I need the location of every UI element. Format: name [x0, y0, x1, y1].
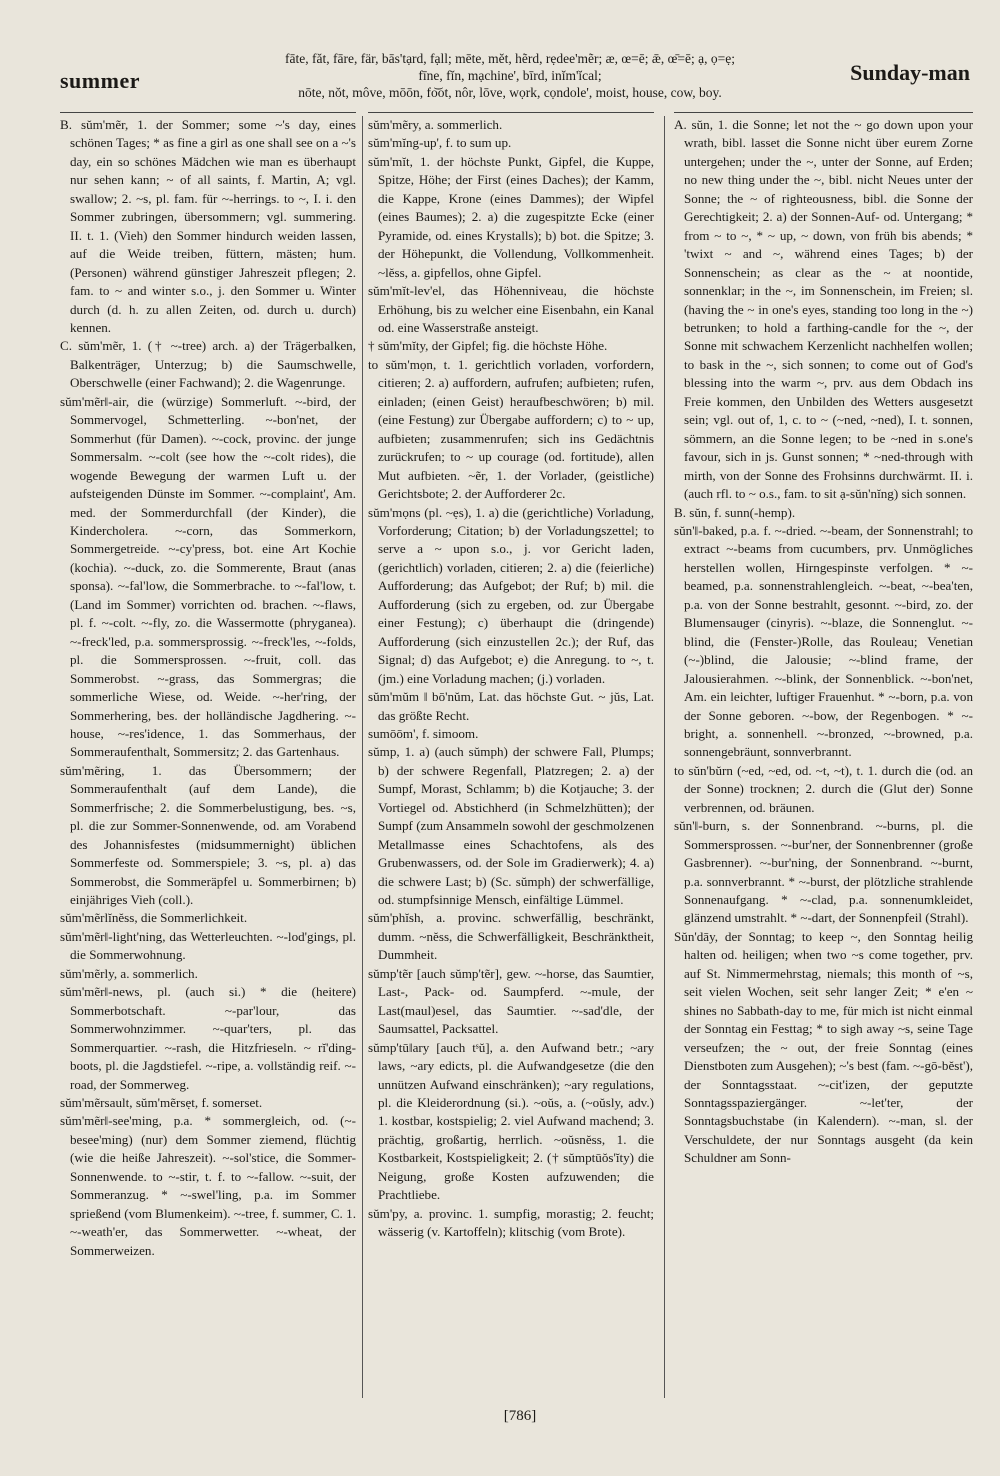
column-divider [664, 116, 665, 1398]
dictionary-entry: sŭm'mĭng-up', f. to sum up. [368, 135, 512, 151]
page-number: [786] [503, 1408, 537, 1424]
dictionary-entry: † sŭm'mĭty, der Gipfel; fig. die höchste Höhe. [368, 338, 608, 354]
left-guide-word: summer [60, 68, 140, 93]
dictionary-entry: sŭm'py, a. provinc. 1. sumpfig, morastig; 2. feucht; wässerig (v. Kartoffeln); klitschig (vom Brote). [368, 1205, 654, 1240]
dictionary-entry: sŭmp, 1. a) (auch sŭmph) der schwere Fall, Plumps; b) der schwere Regenfall, Platzregen; 2. a) der Sumpf, Morast, Schlamm; b) die Kotjauche; 3. der Vortiegel od. Abstichherd (in Schmelzhütten); der Sumpf (zum Ansammeln sowohl der geschmolzenen Metallmasse eines Schachtofens, als des Grubenwassers, od. der Sole im Gradierwerk); 4. a) die schwere Last; b) (Sc. sŭmph) der schwerfällige, od. stumpfsinnige Mensch, einfältige Lümmel. [368, 744, 654, 908]
pronunciation-key [210, 50, 810, 101]
dictionary-entry: sŭm'mẽrsault, sŭm'mẽrsẹt, f. somerset. [60, 1095, 263, 1111]
column-2 [368, 116, 654, 1398]
header-rule [368, 112, 654, 113]
dictionary-entry: to sŭn'bŭrn (~ed, ~ed, od. ~t, ~t), t. 1. durch die (od. an der Sonne) trocknen; 2. durch die (Glut der) Sonne verbrennen, od. bräunen. [674, 762, 973, 815]
dictionary-entry: B. sŭn, f. sunn(-hemp). [674, 504, 796, 520]
right-guide-word: Sunday-man [850, 60, 970, 85]
column-3 [674, 116, 973, 1398]
dictionary-entry: sŭm'mĭt, 1. der höchste Punkt, Gipfel, die Kuppe, Spitze, Höhe; der First (eines Daches); der Kamm, die Kappe, Krone (eines Dammes); der Wipfel (eines Baumes); 2. a) die zugespitzte Ecke (einer Pyramide, od. eines Krystalls); b) bot. die Spitze; 3. der Höhepunkt, die Vollendung, Vollkommenheit. ~lĕss, a. gipfellos, ohne Gipfel. [368, 153, 654, 280]
dictionary-entry: sŭn'‖-burn, s. der Sonnenbrand. ~-burns, pl. die Sommersprossen. ~-bur'ner, der Sonnenbrenner (große Gasbrenner). ~-bur'ning, der Sonnenbrand. ~-burnt, p.a. sonnverbrannt. * ~-burst, der plötzliche strahlende Sonnenaufgang. * ~-clad, p.a. sonnenumkleidet, glänzend umstrahlt. * ~-dart, der Sonnenpfeil (Strahl). [674, 818, 973, 926]
header-rule [674, 112, 973, 113]
dictionary-entry: sŭm'mẽrlĭnĕss, die Sommerlichkeit. [60, 910, 248, 926]
dictionary-entry: sŭn'‖-baked, p.a. f. ~-dried. ~-beam, der Sonnenstrahl; to extract ~-beams from cucumbers, prv. Unmögliches herstellen wollen, Hirngespinste verfolgen. * ~-beamed, p.a. sonnenstrahlengleich. ~-beat, ~-bea'ten, p.a. von der Sonne bestrahlt, gesonnt. ~-bird, zo. der Blumensauger (cinyris). ~-blaze, die Sonnenglut. ~-blind, die (Fenster-)Rolle, das Rouleau; Venetian (~-)blind, die Jalousie; ~-blind frame, der Jalousierahmen. ~-blink, der Sonnenblick. ~-bon'net, Am. ein leichter, luftiger Frauenhut. * ~-born, p.a. von der Sonne geboren. ~-bow, der Regenbogen. * ~-bright, a. sonnenhell. ~-bronzed, ~-browned, p.a. sonnengebräunt, sonnverbrannt. [674, 522, 973, 760]
dictionary-entry: sŭm'mẽry, a. sommerlich. [368, 117, 503, 132]
page-header [0, 48, 1000, 110]
dictionary-entry: B. sŭm'mẽr, 1. der Sommer; some ~'s day, eines schönen Tages; * as fine a girl as one shall see on a ~'s day, ein so schönes Mädchen wie man es überhaupt nur sehen kann; ~ of all saints, f. Martin, A; vgl. swallow; 2. ~s, pl. fam. für ~-herrings. to ~, I. i. den Sommer zubringen, übersommern; vgl. summering. II. t. 1. (Vieh) den Sommer hindurch weiden lassen, auf die Weide treiben, füttern, mästen; hum. (Personen) während günstiger Jahreszeit pflegen; 2. fam. to ~ and winter s.o., j. den Sommer u. Winter durch (d. h. zu allen Zeiten, od. durch u. durch) kennen. [60, 117, 356, 335]
dictionary-entry: sŭm'phĭsh, a. provinc. schwerfällig, beschränkt, dumm. ~nĕss, die Schwerfälligkeit, Beschränktheit, Dummheit. [368, 910, 654, 963]
header-rule [60, 112, 356, 113]
dictionary-entry: sŭm'mẽring, 1. das Übersommern; der Sommeraufenthalt (auf dem Lande), die Sommerfrische; 2. die Sommerbelustigung, bes. ~s, pl. die zur Sommer-Sonnenwende, od. am Vorabend des Johannisfestes (midsummernight) üblichen Sommerfeste od. Sommerspiele; 3. ~s, pl. a) das Sommerobst, die Sommeräpfel u. Sommerbirnen; b) einjähriges Vieh (coll.). [60, 762, 356, 908]
dictionary-entry: Sŭn'dāy, der Sonntag; to keep ~, den Sonntag heilig halten od. heiligen; when two ~s come together, prv. auf St. Nimmermehrstag, niemals; this month of ~s, seit vielen Wochen, seit sehr langer Zeit; * e'en ~ shines no Sabbath-day to me, für mich ist nicht einmal der Sonntag ein Festtag; * to sigh away ~s, seine Tage verseufzen; the ~ out, der freie Sonntag (eines Dienstboten zum Ausgehen); ~'s best (fam. ~-gō-bĕst'), der Sonntagsstaat. ~-cit'izen, der geputzte Sonntagsspaziergänger. ~-let'ter, der Sonntagsbuchstabe (in Kalendern). ~-man, sl. der Verschuldete, der nur Sonntags ausgeht (da kein Schuldner am Sonn- [674, 928, 973, 1166]
dictionary-entry: sŭm'mẽr‖-news, pl. (auch si.) * die (heitere) Sommerbotschaft. ~-par'lour, das Sommerwohnzimmer. ~-quar'ters, pl. das Sommerquartier. ~-rash, die Hitzfrieseln. ~ rĭ'ding-boots, pl. die Jagdstiefel. ~-ripe, a. vollständig reif. ~-road, der Sommerweg. [60, 984, 356, 1092]
pronunciation-key-line: nōte, nŏt, môve, mōōn, fo͝ot, nôr, lōve, wọrk, cọndole', moist, house, cow, boy. [298, 85, 722, 100]
pronunciation-key-line: fāte, făt, fāre, fär, bās'tạrd, fạll; mēte, mĕt, hẽrd, rẹdee'mẽr; æ, œ=ē; ǣ, œ̄=ē; ạ, ọ=ẹ; [285, 51, 735, 66]
dictionary-entry: sŭm'mĭt-lev'el, das Höhenniveau, die höchste Erhöhung, bis zu welcher eine Eisenbahn, ein Kanal od. eine Wasserstraße ansteigt. [368, 283, 654, 335]
column-divider [362, 116, 363, 1398]
dictionary-entry: sŭm'mẽr‖-see'ming, p.a. * sommergleich, od. (~-besee'ming) (nur) dem Sommer ziemend, flüchtig (wie die heiße Jahreszeit). ~-sol'stice, die Sommer-Sonnenwende. to ~-stir, t. f. to ~-fallow. ~-suit, der Sommeranzug. * ~-swel'ling, p.a. im Sommer sprießend (vom Blumenkeim). ~-tree, f. summer, C. 1. ~-weath'er, das Sommerwetter. ~-wheat, der Sommerweizen. [60, 1113, 356, 1258]
dictionary-entry: sŭmp'tẽr [auch sŭmp'tẽr], gew. ~-horse, das Saumtier, Last-, Pack- od. Saumpferd. ~-mule, der Last(maul)esel, das Saumtier. ~-sad'dle, der Saumsattel, Packsattel. [368, 965, 654, 1037]
dictionary-entry: sŭm'mŭm ‖ bō'nŭm, Lat. das höchste Gut. ~ jŭs, Lat. das größte Recht. [368, 689, 654, 723]
dictionary-entry: to sŭm'mọn, t. 1. gerichtlich vorladen, vorfordern, citieren; 2. a) auffordern, aufrufen; aufbieten; rufen, einladen; (einen Geist) heraufbeschwören; b) mil. (eine Festung) zur Übergabe auffordern; c) to ~ up, aufbieten; zusammenrufen; sich ins Gedächtnis zurückrufen; to ~ up courage (od. fortitude), allen Mut aufbieten. ~ẽr, 1. der Vorlader, (geistliche) Gerichtsbote; 2. der Aufforderer 2c. [368, 356, 654, 502]
dictionary-entry: sŭmp'tū‖ary [auch tˢŭ], a. den Aufwand betr.; ~ary laws, ~ary edicts, pl. die Aufwandgesetze (die den unnützen Aufwand einschränken); ~ary regulations, pl. die Kleiderordnung (si.). ~oŭs, a. (~oŭsly, adv.) 1. kostbar, kostspielig; 2. viel Aufwand machend; 3. prächtig, großartig, herrlich. ~oŭsnĕss, 1. die Kostbarkeit, Kostspieligkeit; 2. († sŭmptūŏs'ĭty) die Neigung, große Kosten aufzuwenden; die Prachtliebe. [368, 1039, 654, 1203]
dictionary-entry: A. sŭn, 1. die Sonne; let not the ~ go down upon your wrath, bibl. lasset die Sonne nicht über eurem Zorne untergehen; under the ~, unter der Sonne, auf Erden; no new thing under the ~, bibl. nicht Neues unter der Sonne; the ~ of righteousness, bibl. die Sonne der Gerechtigkeit; 2. a) der Sonnen-Auf- od. Untergang; * from ~ to ~, * ~ up, ~ down, von früh bis abends; * 'twixt ~ and ~, während eines Tages; b) der Sonnenschein; as clear as the ~ at noontide, sonnenklar; in the ~, im Sonnenschein, im Freien; sl. (having the ~ in one's eyes, standing too long in the ~) betrunken; to hold a farthing-candle for the ~, der Sonne mit schwachem Kerzenlicht nachhelfen wollen; to bask in the ~, sich sonnen; to come out of God's blessing into the warm ~, prv. aus dem Obdach ins Freie kommen, den Unbilden des Wetters ausgesetzt sein; vgl. out of, 1, c. to ~ (~ned, ~ned), I. t. sonnen, sömmern, an die Sonne legen; to be ~ned in s.one's favour, sich in js. Gunst sonnen; * ~ned-through with mirth, von der Sonne des Frohsinns durchwärmt. II. i. (auch rfl. to ~ o.s., fam. to sit ạ-sŭn'nĭng) sich sonnen. [674, 117, 973, 502]
dictionary-entry: sŭm'mọns (pl. ~ẹs), 1. a) die (gerichtliche) Vorladung, Vorforderung; Citation; b) der Vorladungszettel; to serve a ~ upon s.o., j. vor Gericht laden, (gerichtlich) vorladen, citieren; 2. a) die (feierliche) Aufforderung; das Aufgebot; der Ruf; b) mil. die Aufforderung (sich zu ergeben, od. zur Übergabe einer Festung); c) überhaupt die (dringende) Aufforderung (sich einzustellen 2c.); der Ruf, das Signal; d) das Aufgebot; e) die Anregung. to ~, t. (jm.) eine Vorladung machen; (j.) vorladen. [368, 504, 654, 686]
dictionary-entry: C. sŭm'mẽr, 1. († ~-tree) arch. a) der Trägerbalken, Balkenträger, Unterzug; b) die Saumschwelle, Oberschwelle (einer Fachwand); 2. die Wagenrunge. [60, 338, 356, 391]
dictionary-entry: sŭm'mẽr‖-air, die (würzige) Sommerluft. ~-bird, der Sommervogel, Schmetterling. ~-bon'net, der Sommerhut (für Damen). ~-cock, provinc. der junge Sommersalm. ~-colt (see how the ~-colt rides), die wogende Bewegung der warmen Luft u. der aufsteigenden Dünste im Sommer. ~-complaint', Am. med. der Sommerdurchfall (der Kinder), die Kindercholera. ~-corn, das Sommerkorn, Sommergetreide. ~-cy'press, bot. eine Art Kochie (kochia). ~-duck, zo. die Sommerente, Braut (anas sponsa). ~-fal'low, die Sommerbrache. to ~-fal'low, t. (Land im Sommer) vorrichten od. brachen. ~-flaws, pl. f. ~-colt. ~-fly, zo. die Wassermotte (phryganea). ~-freck'led, p.a. sommersprossig. ~-freck'les, ~-folds, pl. die Sommersprossen. ~-fruit, coll. das Sommerobst. ~-grass, das Sommergras; die sommerliche Wiese, od. Weide. ~-her'ring, der Sommerhering, bes. der holländische Jagdhering. ~-house, ~-res'idence, 1. das Sommerhaus, der Sommeraufenthalt, Sommersitz; 2. das Gartenhaus. [60, 393, 356, 760]
column-1 [60, 116, 356, 1398]
pronunciation-key-line: fīne, fĭn, mạchine', bīrd, inĭm'ĭcal; [418, 68, 602, 83]
dictionary-entry: sŭm'mẽrly, a. sommerlich. [60, 965, 198, 981]
dictionary-entry: sŭm'mẽr‖-light'ning, das Wetterleuchten. ~-lod'gings, pl. die Sommerwohnung. [60, 928, 356, 963]
dictionary-entry: sumōōm', f. simoom. [368, 725, 479, 741]
